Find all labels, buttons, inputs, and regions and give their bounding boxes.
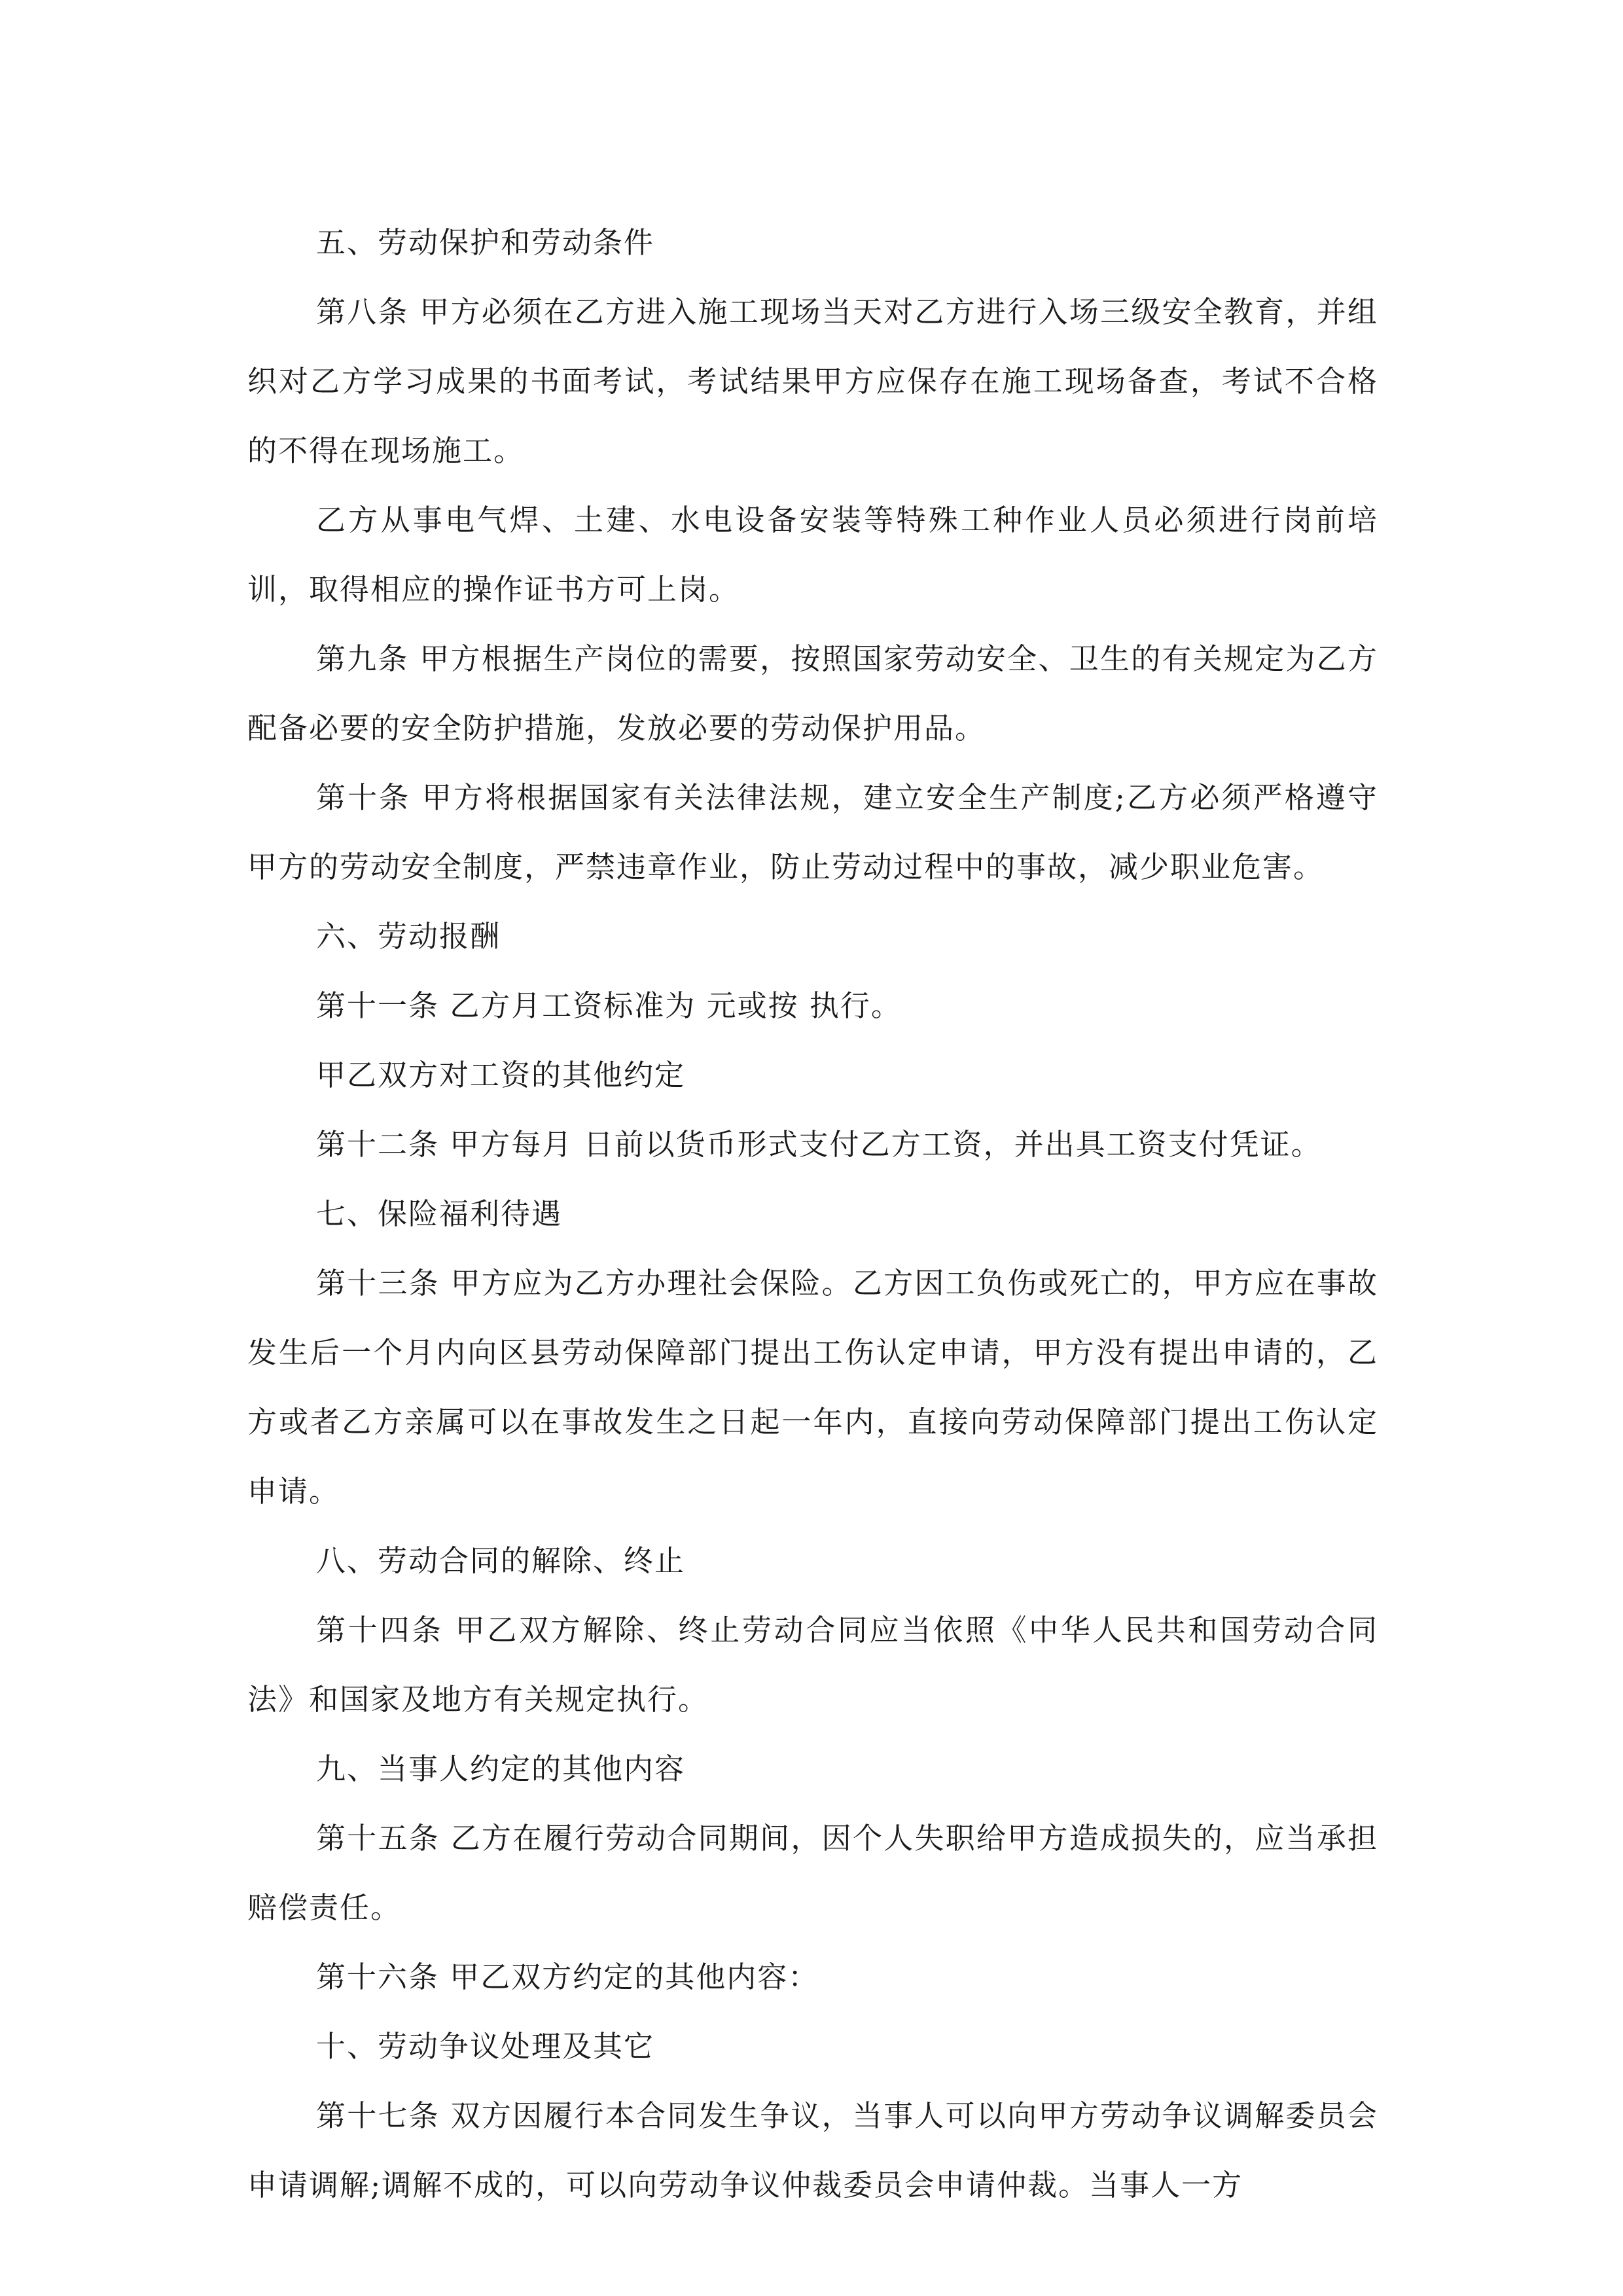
document-body	[247, 208, 1378, 2220]
section-heading-termination: 八、劳动合同的解除、终止	[316, 1543, 686, 1578]
article-12: 第十二条 甲方每月 日前以货币形式支付乙方工资，并出具工资支付凭证。	[316, 1127, 1322, 1162]
section-heading-insurance: 七、保险福利待遇	[316, 1196, 563, 1231]
section-heading-disputes: 十、劳动争议处理及其它	[316, 2029, 655, 2064]
article-10: 第十条 甲方将根据国家有关法律法规，建立安全生产制度;乙方必须严格遵守甲方的劳动安全制度，严禁违章作业，防止劳动过程中的事故，减少职业危害。	[247, 780, 1378, 884]
article-14: 第十四条 甲乙双方解除、终止劳动合同应当依照《中华人民共和国劳动合同法》和国家及地方有关规定执行。	[247, 1613, 1378, 1717]
article-8: 第八条 甲方必须在乙方进入施工现场当天对乙方进行入场三级安全教育，并组织对乙方学习成果的书面考试，考试结果甲方应保存在施工现场备查，考试不合格的不得在现场施工。	[247, 295, 1378, 468]
section-heading-remuneration: 六、劳动报酬	[316, 919, 501, 954]
article-17: 第十七条 双方因履行本合同发生争议，当事人可以向甲方劳动争议调解委员会申请调解;调解不成的，可以向劳动争议仲裁委员会申请仲裁。当事人一方	[247, 2098, 1378, 2202]
article-16: 第十六条 甲乙双方约定的其他内容：	[316, 1960, 819, 1994]
article-8-special-workers: 乙方从事电气焊、土建、水电设备安装等特殊工种作业人员必须进行岗前培训，取得相应的操作证书方可上岗。	[247, 503, 1378, 607]
section-heading-labor-protection: 五、劳动保护和劳动条件	[316, 225, 655, 260]
article-9: 第九条 甲方根据生产岗位的需要，按照国家劳动安全、卫生的有关规定为乙方配备必要的安全防护措施，发放必要的劳动保护用品。	[247, 641, 1378, 745]
article-11: 第十一条 乙方月工资标准为 元或按 执行。	[316, 988, 902, 1023]
section-heading-other-content: 九、当事人约定的其他内容	[316, 1751, 686, 1786]
article-15: 第十五条 乙方在履行劳动合同期间，因个人失职给甲方造成损失的，应当承担赔偿责任。	[247, 1821, 1378, 1925]
article-13: 第十三条 甲方应为乙方办理社会保险。乙方因工负伤或死亡的，甲方应在事故发生后一个月内向区县劳动保障部门提出工伤认定申请，甲方没有提出申请的，乙方或者乙方亲属可以在事故发生之日起一年内，直接向劳动保障部门提出工伤认定申请。	[247, 1266, 1378, 1509]
wage-other-agreement: 甲乙双方对工资的其他约定	[316, 1058, 686, 1092]
